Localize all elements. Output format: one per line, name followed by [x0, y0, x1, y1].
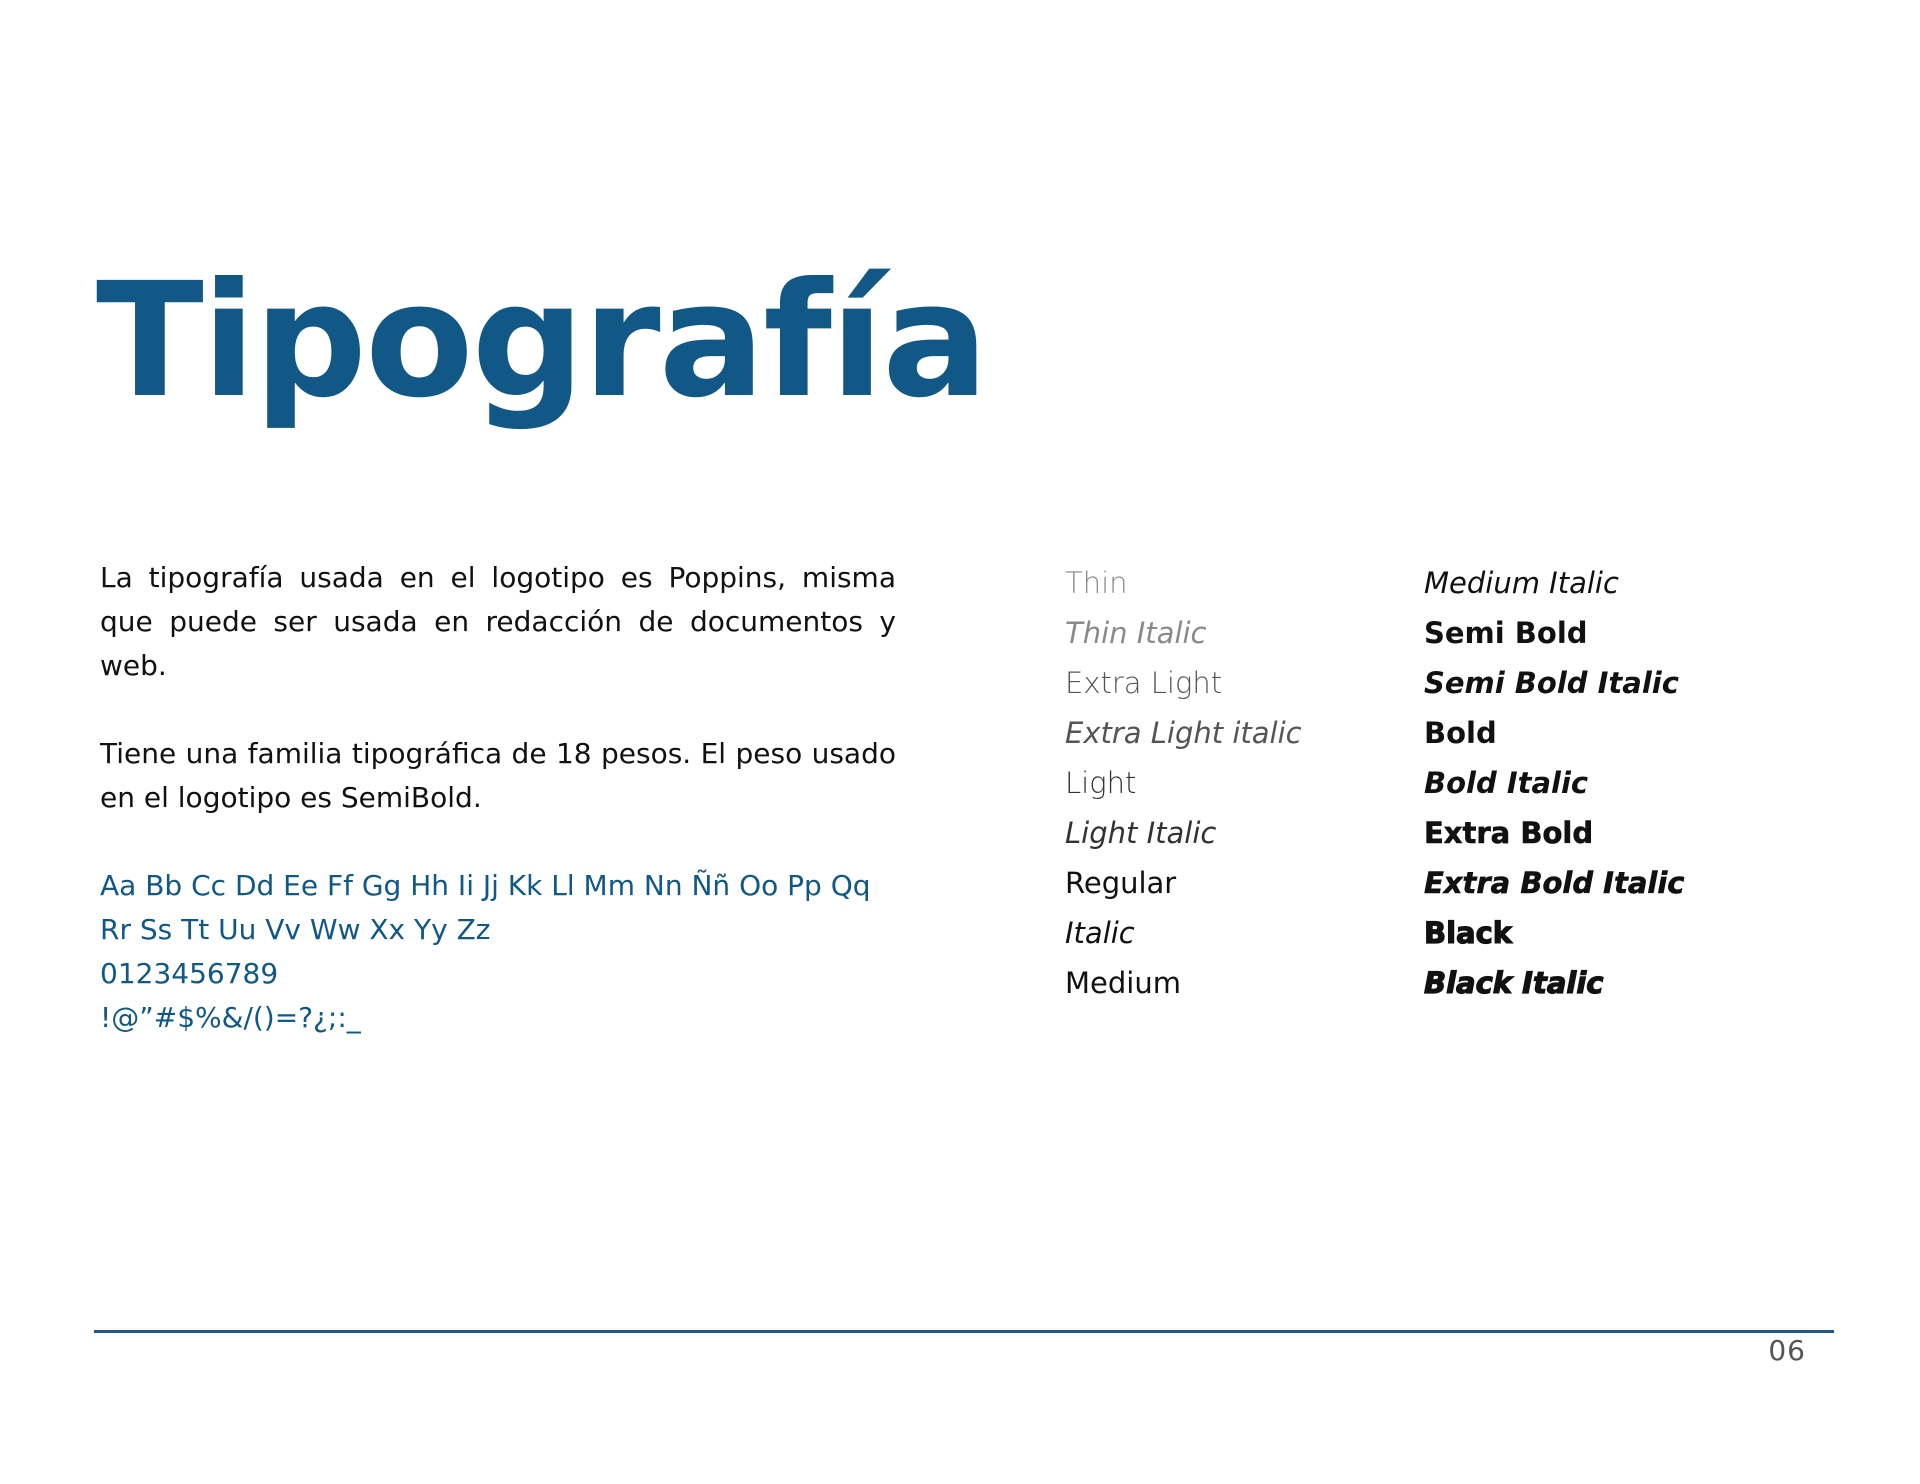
page-title: Tipografía: [96, 249, 987, 433]
weight-extra-light: Extra Light: [1065, 666, 1223, 700]
charset-letters-line-2: Rr Ss Tt Uu Vv Ww Xx Yy Zz: [100, 913, 491, 946]
weight-extra-light-italic: Extra Light italic: [1065, 716, 1302, 750]
weight-bold: Bold: [1424, 716, 1497, 750]
weight-light-italic: Light Italic: [1065, 816, 1217, 850]
weight-extra-bold: Extra Bold: [1424, 816, 1594, 850]
weight-medium: Medium: [1065, 966, 1181, 1000]
character-set-sample: [100, 864, 896, 1040]
weight-thin-italic: Thin Italic: [1065, 616, 1207, 650]
footer-divider: [94, 1330, 1834, 1333]
description-paragraph-2: Tiene una familia tipográfica de 18 pesos. El peso usado en el logotipo es SemiBold.: [100, 737, 896, 814]
description-block: [100, 556, 896, 1040]
page-number: 06: [1768, 1334, 1806, 1367]
weight-black: Black: [1424, 916, 1513, 950]
charset-symbols: !@”#$%&/()=?¿;:_: [100, 1001, 361, 1034]
weight-medium-italic: Medium Italic: [1424, 566, 1619, 600]
charset-digits: 0123456789: [100, 957, 279, 990]
weight-italic: Italic: [1065, 916, 1135, 950]
weights-column-left: [1065, 558, 1302, 1008]
weight-light: Light: [1065, 766, 1137, 800]
weights-column-right: [1424, 558, 1684, 1008]
charset-letters-line-1: Aa Bb Cc Dd Ee Ff Gg Hh Ii Jj Kk Ll Mm Nn Ññ Oo Pp Qq: [100, 869, 871, 902]
weight-regular: Regular: [1065, 866, 1177, 900]
description-paragraph-1: La tipografía usada en el logotipo es Poppins, misma que puede ser usada en redacción de documentos y web.: [100, 561, 896, 682]
weight-thin: Thin: [1065, 566, 1128, 600]
weight-semi-bold: Semi Bold: [1424, 616, 1588, 650]
weight-semi-bold-italic: Semi Bold Italic: [1424, 666, 1679, 700]
weight-bold-italic: Bold Italic: [1424, 766, 1589, 800]
weight-black-italic: Black Italic: [1424, 966, 1604, 1000]
weight-extra-bold-italic: Extra Bold Italic: [1424, 866, 1685, 900]
